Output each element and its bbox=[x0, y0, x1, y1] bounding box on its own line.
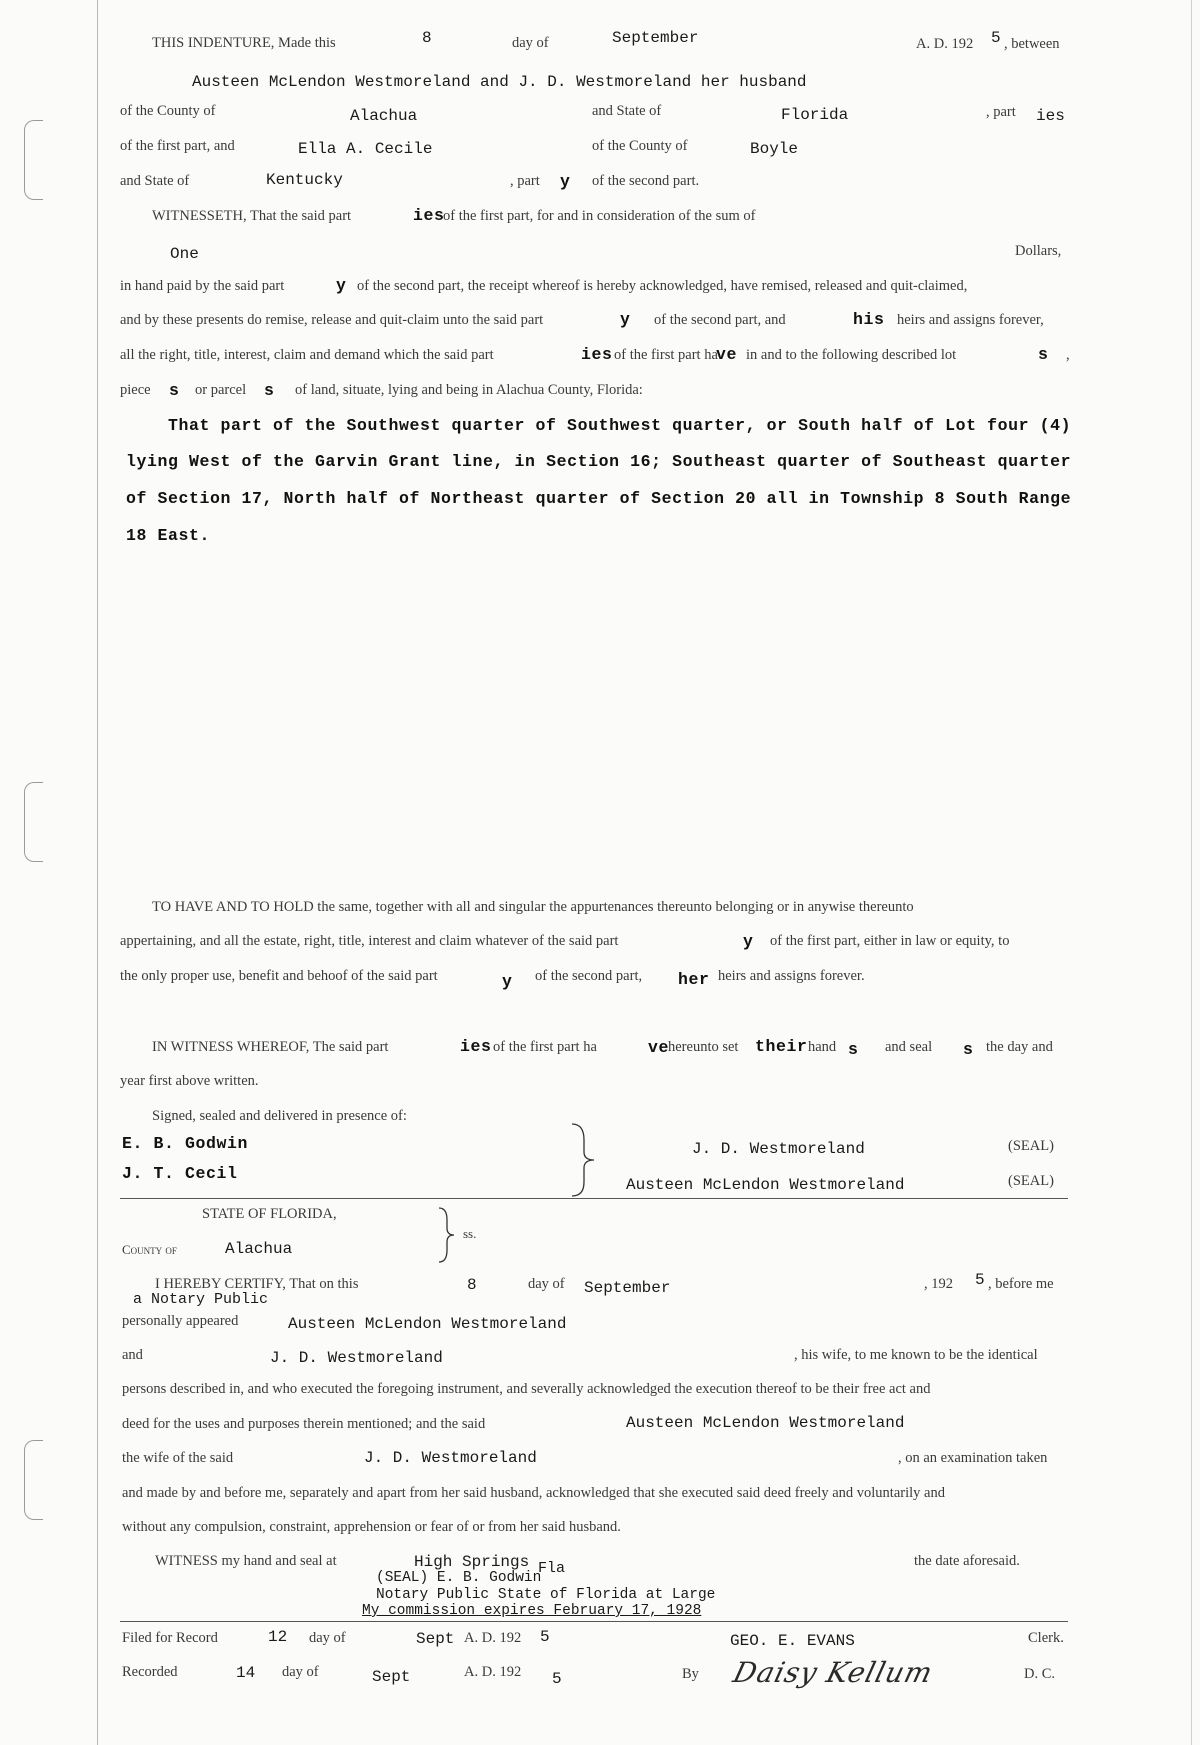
deputy-signature: Daisy Kellum bbox=[729, 1656, 937, 1689]
seal-1: (SEAL) bbox=[1008, 1138, 1054, 1154]
day-of-label: day of bbox=[512, 35, 549, 51]
in-witness-hand-s: s bbox=[848, 1040, 859, 1059]
in-witness-ve: ve bbox=[648, 1038, 670, 1057]
ad-label: A. D. 192 bbox=[916, 36, 974, 52]
in-witness-first-part: of the first part ha bbox=[493, 1039, 597, 1055]
witness-1-name: E. B. Godwin bbox=[122, 1134, 249, 1153]
ack-state: STATE OF FLORIDA, bbox=[202, 1206, 337, 1222]
piece-label: piece bbox=[120, 382, 151, 398]
in-witness-hand: hand bbox=[808, 1039, 837, 1055]
right-title-lot-s: s bbox=[1038, 345, 1049, 364]
ack-before-me: , before me bbox=[988, 1276, 1054, 1292]
ack-and-name: J. D. Westmoreland bbox=[270, 1349, 443, 1367]
ack-ss: ss. bbox=[463, 1226, 477, 1241]
grantee-state: Kentucky bbox=[266, 171, 343, 189]
habendum-line-3-start: the only proper use, benefit and behoof of the said part bbox=[120, 968, 438, 984]
part-label: , part bbox=[986, 104, 1016, 120]
remise-line-middle: of the second part, and bbox=[654, 312, 786, 328]
page-border-right bbox=[1191, 0, 1192, 1745]
remise-his: his bbox=[853, 310, 885, 329]
ack-day: 8 bbox=[467, 1276, 477, 1294]
filed-label: Filed for Record bbox=[122, 1630, 218, 1646]
habendum-line-3-y: y bbox=[502, 972, 513, 991]
ack-year-label: , 192 bbox=[924, 1276, 953, 1292]
part-suffix-y: y bbox=[560, 172, 571, 191]
hand-paid-line-start: in hand paid by the said part bbox=[120, 278, 285, 294]
ack-date-aforesaid: the date aforesaid. bbox=[914, 1553, 1020, 1569]
notary-commission: My commission expires February 17, 1928 bbox=[362, 1603, 702, 1619]
right-title-first-part: of the first part ha bbox=[614, 347, 718, 363]
signer-1-name: J. D. Westmoreland bbox=[692, 1140, 865, 1158]
remise-y: y bbox=[620, 310, 631, 329]
county-label: of the County of bbox=[120, 103, 216, 119]
parcel-s: s bbox=[264, 381, 275, 400]
filed-month: Sept bbox=[416, 1630, 455, 1648]
year-first-written: year first above written. bbox=[120, 1073, 259, 1089]
dollars-label: Dollars, bbox=[1015, 243, 1062, 259]
right-title-comma: , bbox=[1066, 347, 1070, 363]
between-label: , between bbox=[1004, 36, 1060, 52]
binder-ring-bottom bbox=[24, 1440, 43, 1520]
witnesseth-ies: ies bbox=[413, 206, 445, 225]
second-part-label: of the second part. bbox=[592, 173, 700, 189]
piece-s: s bbox=[169, 381, 180, 400]
page-border-left bbox=[97, 0, 98, 1745]
ack-and-label: and bbox=[122, 1347, 143, 1363]
signer-2-name: Austeen McLendon Westmoreland bbox=[626, 1176, 905, 1194]
state-label-2: and State of bbox=[120, 173, 190, 189]
ack-county-label: County of bbox=[122, 1242, 177, 1257]
ack-day-of: day of bbox=[528, 1276, 565, 1292]
witness-brace bbox=[568, 1122, 598, 1198]
clerk-name: GEO. E. EVANS bbox=[730, 1632, 855, 1650]
land-situate-label: of land, situate, lying and being in Alachua County, Florida: bbox=[295, 382, 643, 398]
ack-certify-label: I HEREBY CERTIFY, That on this bbox=[155, 1276, 359, 1292]
notary-signature: (SEAL) E. B. Godwin bbox=[376, 1570, 542, 1586]
witnesseth-label: WITNESSETH, That the said part bbox=[152, 208, 352, 224]
indenture-label: THIS INDENTURE, Made this bbox=[152, 35, 336, 51]
notary-title: Notary Public State of Florida at Large bbox=[376, 1587, 716, 1603]
first-part-label: of the first part, and bbox=[120, 138, 235, 154]
witness-2-name: J. T. Cecil bbox=[122, 1164, 238, 1183]
consideration-sum: One bbox=[170, 245, 199, 263]
ack-persons-line: persons described in, and who executed the foregoing instrument, and severally acknowledged the execution thereof to be their free act and bbox=[122, 1381, 931, 1397]
habendum-line-2-start: appertaining, and all the estate, right, title, interest and claim whatever of the said part bbox=[120, 933, 619, 949]
recorded-month: Sept bbox=[372, 1668, 411, 1686]
ack-without-line: without any compulsion, constraint, apprehension or fear of or from her said husband. bbox=[122, 1519, 621, 1535]
right-title-lot-label: in and to the following described lot bbox=[746, 347, 957, 363]
indenture-month: September bbox=[612, 29, 699, 47]
habendum-line-3-her: her bbox=[678, 970, 710, 989]
habendum-line-1: TO HAVE AND TO HOLD the same, together with all and singular the appurtenances thereunto belonging or in anywise thereunto bbox=[152, 899, 914, 915]
recorded-label: Recorded bbox=[122, 1664, 178, 1680]
grantor-county: Alachua bbox=[350, 107, 418, 125]
recorded-year: 5 bbox=[552, 1670, 562, 1688]
seal-2: (SEAL) bbox=[1008, 1173, 1054, 1189]
filed-day-of: day of bbox=[309, 1630, 346, 1646]
indenture-day: 8 bbox=[422, 29, 432, 47]
habendum-line-2-end: of the first part, either in law or equity, to bbox=[770, 933, 1010, 949]
recorded-day-of: day of bbox=[282, 1664, 319, 1680]
state-label: and State of bbox=[592, 103, 662, 119]
ack-appeared-name: Austeen McLendon Westmoreland bbox=[288, 1315, 567, 1333]
filed-day: 12 bbox=[268, 1628, 288, 1646]
ack-place: High Springs bbox=[414, 1553, 530, 1571]
in-witness-ies: ies bbox=[460, 1037, 492, 1056]
grantor-state: Florida bbox=[781, 106, 849, 124]
right-title-ve: ve bbox=[716, 345, 738, 364]
legal-description-line-3: of Section 17, North half of Northeast quarter of Section 20 all in Township 8 South Range bbox=[126, 489, 1072, 508]
ack-year: 5 bbox=[975, 1271, 985, 1289]
grantor-names: Austeen McLendon Westmoreland and J. D. Westmoreland her husband bbox=[192, 73, 807, 91]
ack-officer: a Notary Public bbox=[133, 1291, 269, 1308]
ack-place-abbr: Fla bbox=[538, 1560, 566, 1577]
legal-description-line-2: lying West of the Garvin Grant line, in Section 16; Southeast quarter of Southeast quarter bbox=[126, 452, 1072, 471]
part-suffix-ies: ies bbox=[1036, 107, 1065, 125]
county-label-2: of the County of bbox=[592, 138, 688, 154]
grantee-name: Ella A. Cecile bbox=[298, 140, 433, 158]
habendum-line-2-y: y bbox=[743, 932, 754, 951]
clerk-label: Clerk. bbox=[1028, 1630, 1064, 1646]
legal-description-line-1: That part of the Southwest quarter of Southwest quarter, or South half of Lot four (4) bbox=[168, 416, 1072, 435]
hand-paid-line-end: of the second part, the receipt whereof is hereby acknowledged, have remised, released and quit-claimed, bbox=[357, 278, 968, 294]
grantee-county: Boyle bbox=[750, 140, 799, 158]
by-label: By bbox=[682, 1666, 699, 1682]
ack-month: September bbox=[584, 1279, 671, 1297]
section-divider bbox=[120, 1198, 1068, 1199]
remise-line-start: and by these presents do remise, release and quit-claim unto the said part bbox=[120, 312, 544, 328]
recorded-day: 14 bbox=[236, 1664, 256, 1682]
recorded-ad-label: A. D. 192 bbox=[464, 1664, 522, 1680]
right-title-ies: ies bbox=[581, 345, 613, 364]
in-witness-whereof-label: IN WITNESS WHEREOF, The said part bbox=[152, 1039, 389, 1055]
filed-ad-label: A. D. 192 bbox=[464, 1630, 522, 1646]
ack-witness-label: WITNESS my hand and seal at bbox=[155, 1553, 337, 1569]
binder-ring-middle bbox=[24, 782, 43, 862]
part-label-2: , part bbox=[510, 173, 540, 189]
filed-year: 5 bbox=[540, 1628, 550, 1646]
remise-line-end: heirs and assigns forever, bbox=[897, 312, 1044, 328]
ack-wife-label: , his wife, to me known to be the identical bbox=[794, 1347, 1038, 1363]
indenture-year: 5 bbox=[991, 29, 1001, 47]
parcel-label: or parcel bbox=[195, 382, 247, 398]
dc-label: D. C. bbox=[1024, 1666, 1056, 1682]
habendum-line-3-middle: of the second part, bbox=[535, 968, 643, 984]
in-witness-their: their bbox=[755, 1037, 808, 1056]
habendum-line-3-end: heirs and assigns forever. bbox=[718, 968, 865, 984]
in-witness-day-and: the day and bbox=[986, 1039, 1053, 1055]
ack-made-line: and made by and before me, separately and apart from her said husband, acknowledged that she executed said deed freely and voluntarily and bbox=[122, 1485, 945, 1501]
ack-county: Alachua bbox=[225, 1240, 293, 1258]
witnesseth-consideration: of the first part, for and in consideration of the sum of bbox=[443, 208, 756, 224]
ack-appeared-label: personally appeared bbox=[122, 1313, 239, 1329]
in-witness-hereunto: hereunto set bbox=[668, 1039, 739, 1055]
in-witness-seal-s: s bbox=[963, 1040, 974, 1059]
legal-description-line-4: 18 East. bbox=[126, 526, 211, 545]
signed-sealed-label: Signed, sealed and delivered in presence of: bbox=[152, 1108, 407, 1124]
hand-paid-y: y bbox=[336, 276, 347, 295]
ack-deed-line: deed for the uses and purposes therein mentioned; and the said bbox=[122, 1416, 486, 1432]
ack-wife-of-name: J. D. Westmoreland bbox=[364, 1449, 537, 1467]
binder-ring-top bbox=[24, 120, 43, 200]
ack-exam-label: , on an examination taken bbox=[898, 1450, 1048, 1466]
in-witness-seal: and seal bbox=[885, 1039, 933, 1055]
right-title-line-start: all the right, title, interest, claim and demand which the said part bbox=[120, 347, 494, 363]
ack-wife-of-label: the wife of the said bbox=[122, 1450, 234, 1466]
ack-deed-name: Austeen McLendon Westmoreland bbox=[626, 1414, 905, 1432]
filing-divider bbox=[120, 1621, 1068, 1622]
ack-brace bbox=[436, 1206, 456, 1264]
